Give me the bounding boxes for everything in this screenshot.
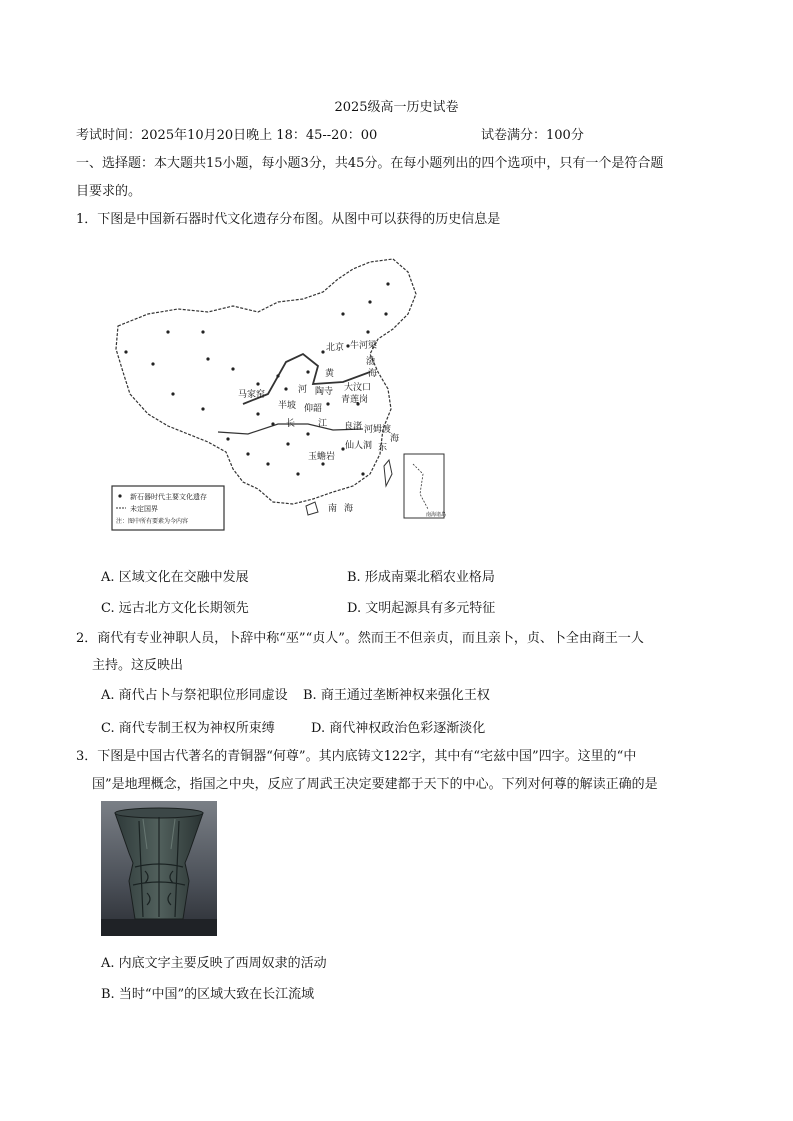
inset-label: 南海诸岛 xyxy=(426,512,447,518)
south-china-sea-inset xyxy=(404,454,446,518)
map-label: 南 xyxy=(328,503,338,513)
map-label: 江 xyxy=(318,418,328,428)
neolithic-map xyxy=(108,254,460,536)
question-3-stem-cont: 国”是地理概念，指国之中央，反应了周武王决定要建都于天下的中心。下列对何尊的解读正确的是 xyxy=(92,777,658,792)
legend-item: 未定国界 xyxy=(130,506,158,513)
map-label: 半坡 xyxy=(278,400,297,410)
exam-title: 2025级高一历史试卷 xyxy=(334,100,459,115)
map-label: 河姆渡 xyxy=(364,424,392,434)
map-label: 长 xyxy=(286,418,296,428)
full-score: 试卷满分：100分 xyxy=(481,128,584,143)
map-label: 北京 xyxy=(326,342,345,352)
map-legend xyxy=(112,486,224,530)
map-label: 良渚 xyxy=(344,421,363,431)
hainan-island xyxy=(306,502,318,515)
map-label: 河 xyxy=(298,384,308,394)
legend-item: 新石器时代主要文化遗存 xyxy=(130,494,207,501)
map-label: 仰韶 xyxy=(304,403,323,413)
q2-option-b[interactable]: B. 商王通过垄断神权来强化王权 xyxy=(303,688,490,703)
taiwan-island xyxy=(384,460,392,486)
map-label: 玉蟾岩 xyxy=(308,451,336,461)
question-1-stem: 1．下图是中国新石器时代文化遗存分布图。从图中可以获得的历史信息是 xyxy=(76,212,501,227)
q1-option-c[interactable]: C. 远古北方文化长期领先 xyxy=(101,601,249,616)
q2-option-d[interactable]: D. 商代神权政治色彩逐渐淡化 xyxy=(311,721,486,736)
question-2-stem-cont: 主持。这反映出 xyxy=(92,658,184,673)
map-label: 青莲岗 xyxy=(341,394,369,404)
section-instruction: 一、选择题：本大题共15小题，每小题3分，共45分。在每小题列出的四个选项中，只有一个是符合题 xyxy=(76,156,664,171)
map-label: 东 xyxy=(378,442,388,452)
section-instruction-cont: 目要求的。 xyxy=(76,184,142,199)
map-label: 渤 xyxy=(366,356,376,366)
q1-option-d[interactable]: D. 文明起源具有多元特征 xyxy=(347,601,496,616)
map-label: 马家窑 xyxy=(238,389,266,399)
exam-time: 考试时间：2025年10月20日晚上 18：45--20：00 xyxy=(76,128,378,143)
q1-option-b[interactable]: B. 形成南粟北稻农业格局 xyxy=(347,570,495,585)
q1-option-a[interactable]: A. 区域文化在交融中发展 xyxy=(101,570,249,585)
map-label: 黄 xyxy=(325,368,335,378)
map-label: 大汶口 xyxy=(344,382,372,392)
map-label: 海 xyxy=(344,503,354,513)
map-label: 海 xyxy=(390,433,400,443)
question-3-stem: 3．下图是中国古代著名的青铜器“何尊”。其内底铸文122字，其中有“宅兹中国”四字。这里的“中 xyxy=(76,749,637,764)
legend-note: 注：图中所有要素为今内容 xyxy=(116,519,189,525)
q3-option-a[interactable]: A. 内底文字主要反映了西周奴隶的活动 xyxy=(101,956,327,971)
map-label: 牛河梁 xyxy=(350,340,378,350)
q2-option-a[interactable]: A. 商代占卜与祭祀职位形同虚设 xyxy=(101,688,288,703)
q3-option-b[interactable]: B. 当时“中国”的区域大致在长江流域 xyxy=(101,987,315,1002)
map-label: 海 xyxy=(368,368,378,378)
question-2-stem: 2．商代有专业神职人员，卜辞中称“巫”“贞人”。然而王不但亲贞，而且亲卜，贞、卜全由商王一人 xyxy=(76,631,644,646)
he-zun-photo xyxy=(101,801,217,936)
map-label: 仙人洞 xyxy=(345,440,373,450)
map-label: 陶寺 xyxy=(315,386,334,396)
q2-option-c[interactable]: C. 商代专制王权为神权所束缚 xyxy=(101,721,275,736)
